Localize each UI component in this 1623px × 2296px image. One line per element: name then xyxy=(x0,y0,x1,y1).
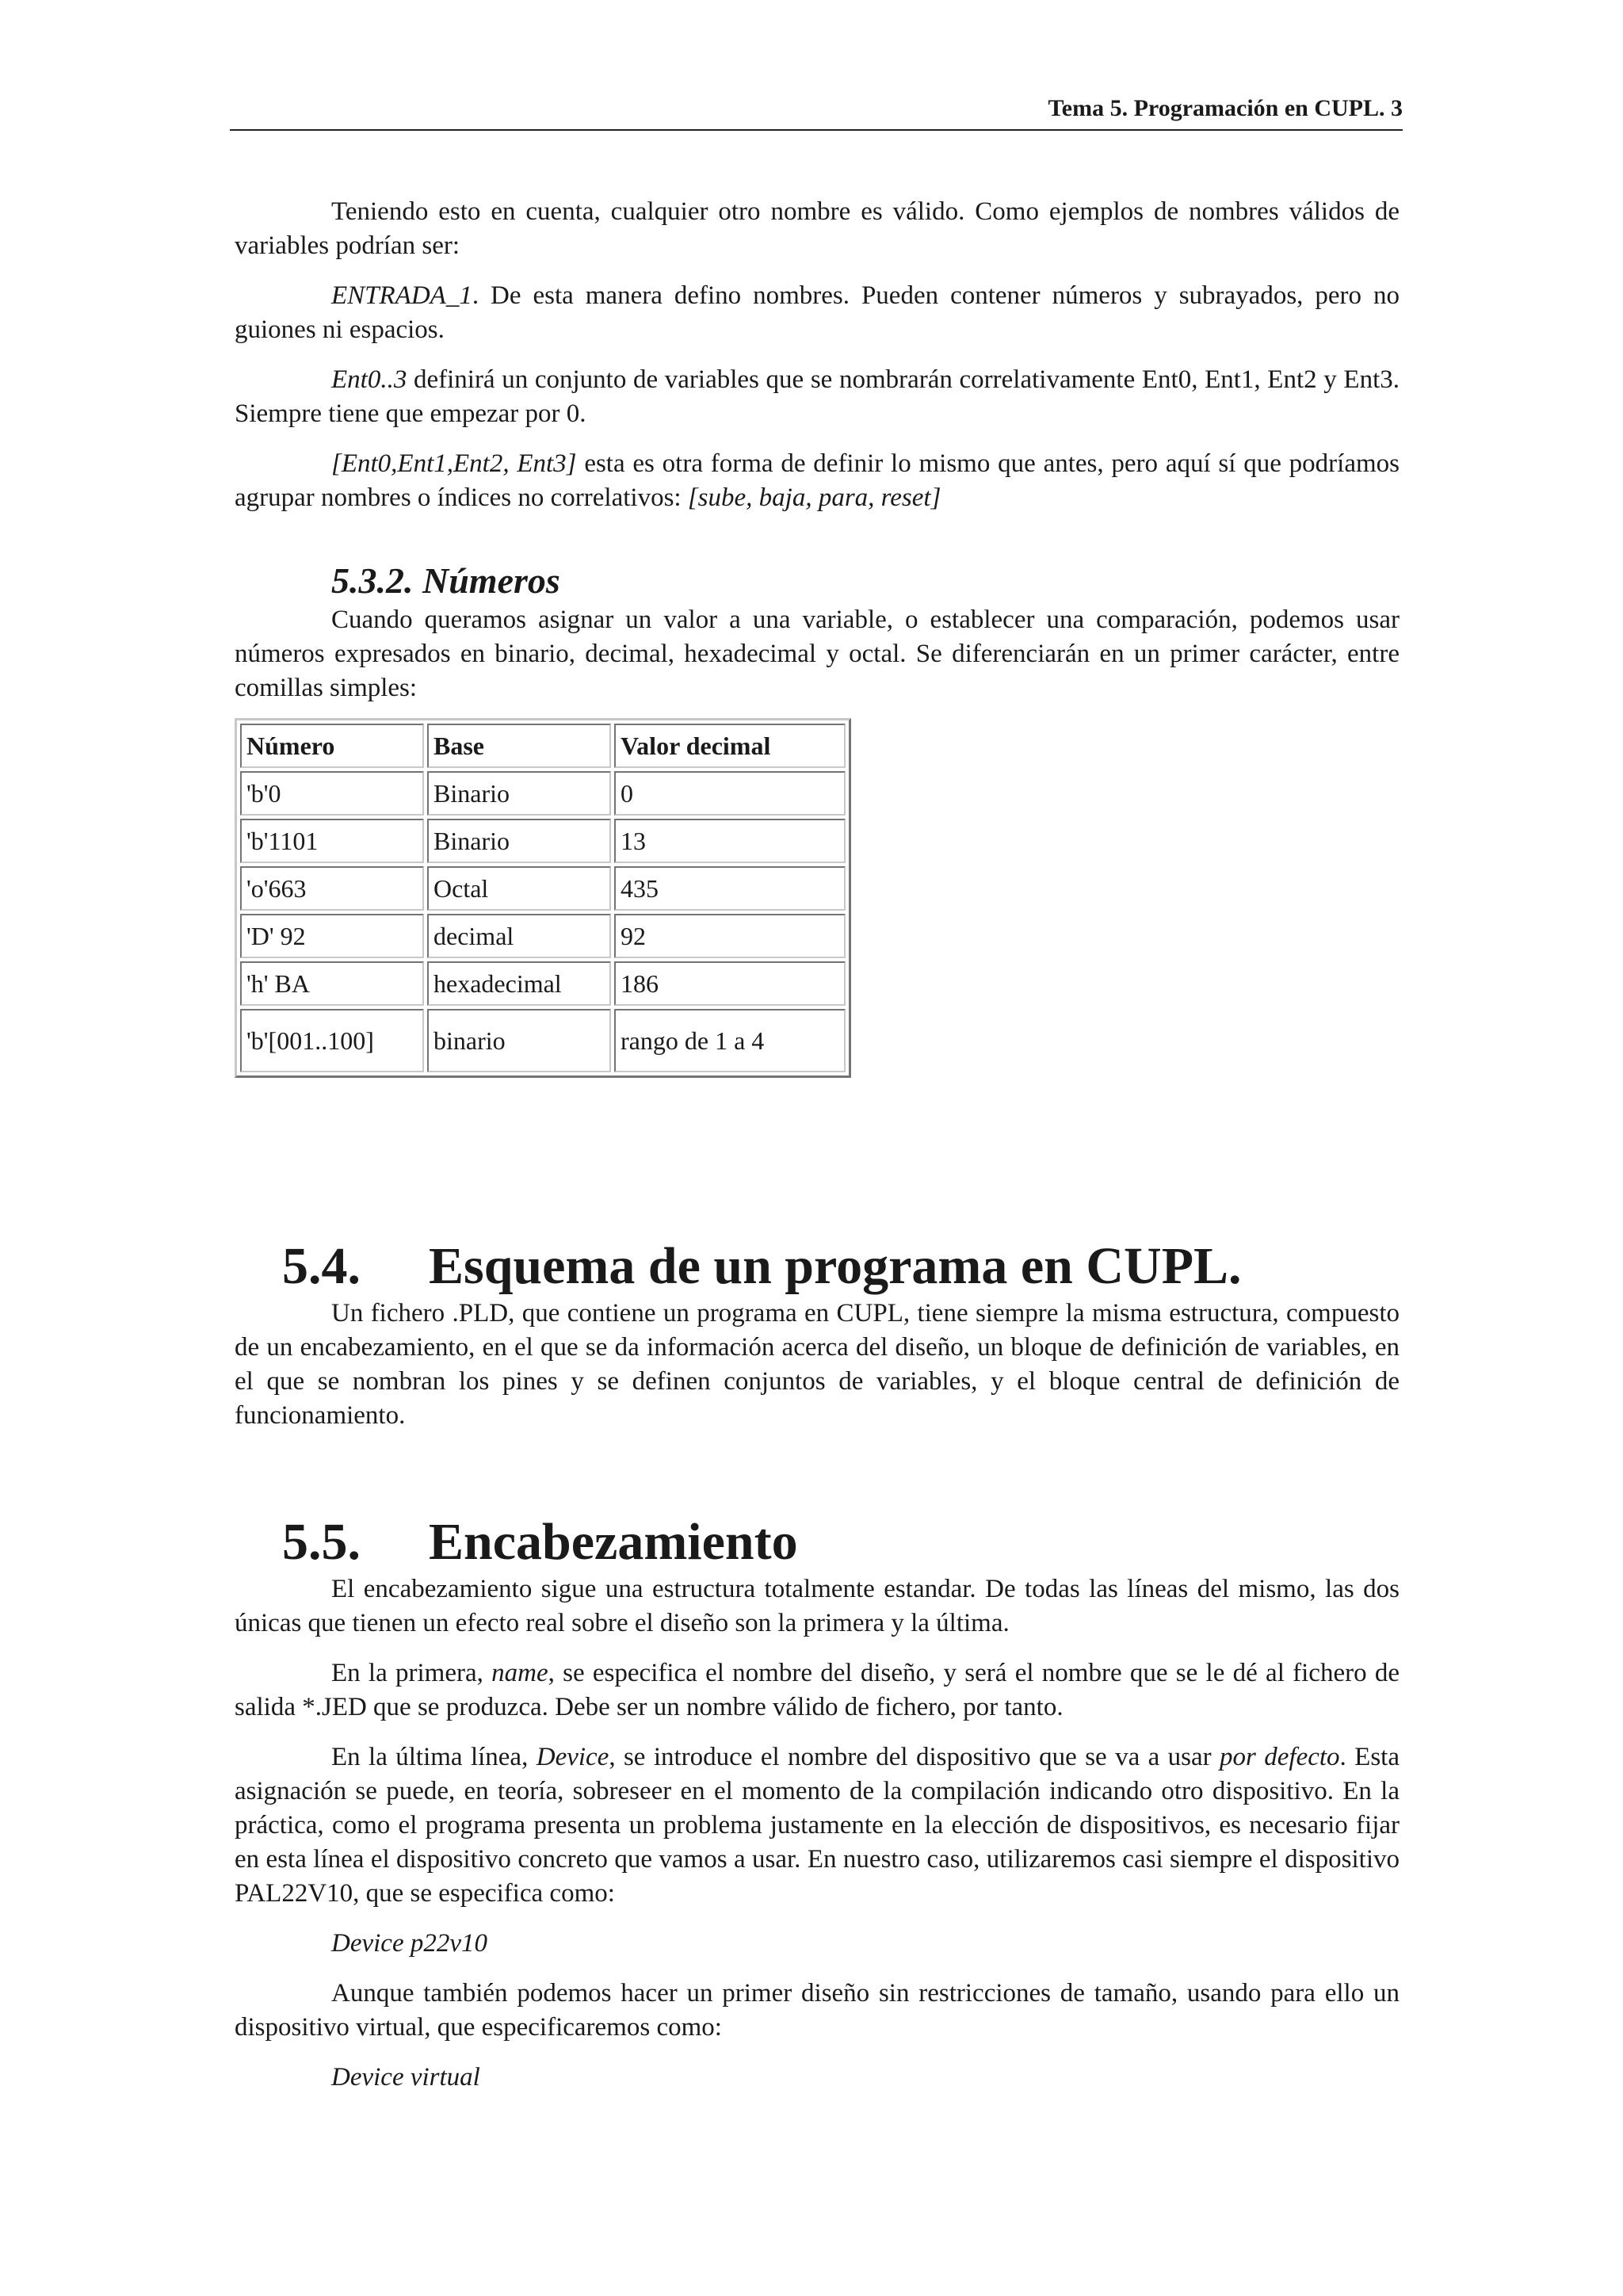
example-term: Ent0..3 xyxy=(331,365,407,394)
section-number: 5.4. xyxy=(282,1237,361,1295)
table-cell: 0 xyxy=(614,771,846,816)
example-text: definirá un conjunto de variables que se nombrarán correlativamente Ent0, Ent1, Ent2 y Ent3. Siempre tiene que empezar por 0. xyxy=(235,365,1400,428)
code-example-p22v10 xyxy=(235,1927,1400,1961)
table-row xyxy=(240,914,846,958)
table-header-row xyxy=(240,724,846,768)
code-example-virtual xyxy=(235,2061,1400,2095)
table-cell: decimal xyxy=(427,914,611,958)
table-cell: Binario xyxy=(427,771,611,816)
header-intro-paragraph: El encabezamiento sigue una estructura totalmente estandar. De todas las líneas del mismo, las dos únicas que tienen un efecto real sobre el diseño son la primera y la última. xyxy=(235,1575,1400,1637)
keyword-por-defecto: por defecto xyxy=(1220,1743,1340,1771)
table-row xyxy=(240,866,846,911)
paragraph-text: . Esta asignación se puede, en teoría, sobreseer en el momento de la compilación indicando otro dispositivo. En la práctica, como el programa presenta un problema justamente en la elección de dispositivos, es necesario fijar en esta línea el dispositivo concreto que vamos a usar. En nuestro caso, utilizaremos casi siempre el dispositivo PAL22V10, que se especifica como: xyxy=(235,1743,1400,1908)
table-cell: hexadecimal xyxy=(427,961,611,1006)
paragraph-text: En la última línea, xyxy=(331,1743,537,1771)
example-term-secondary: [sube, baja, para, reset] xyxy=(687,483,941,512)
device-paragraph xyxy=(235,1740,1400,1911)
example-ent-range xyxy=(235,363,1400,431)
table-row xyxy=(240,819,846,863)
section-title: Esquema de un programa en CUPL. xyxy=(429,1237,1242,1295)
section-heading-5-4 xyxy=(235,1236,1400,1297)
table-row xyxy=(240,771,846,816)
paragraph-text: , se especifica el nombre del diseño, y será el nombre que se le dé al fichero de salida *.JED que se produzca. Debe ser un nombre válido de fichero, por tanto. xyxy=(235,1659,1400,1721)
keyword-device: Device xyxy=(536,1743,609,1771)
code-text: Device p22v10 xyxy=(331,1929,487,1958)
table-header-cell: Número xyxy=(240,724,424,768)
table-cell: 'b'1101 xyxy=(240,819,424,863)
table-row xyxy=(240,1009,846,1072)
table-cell: 'b'[001..100] xyxy=(240,1009,424,1072)
section-heading-5-3-2: 5.3.2. Números xyxy=(331,560,560,601)
number-bases-table xyxy=(235,718,851,1078)
paragraph-text: En la primera, xyxy=(331,1659,492,1687)
paragraph-text: , se introduce el nombre del dispositivo que se va a usar xyxy=(609,1743,1220,1771)
intro-paragraph: Teniendo esto en cuenta, cualquier otro nombre es válido. Como ejemplos de nombres válidos de variables podrían ser: xyxy=(235,197,1400,260)
section-number: 5.5. xyxy=(282,1513,361,1571)
table-cell: 92 xyxy=(614,914,846,958)
keyword-name: name xyxy=(491,1659,548,1687)
virtual-paragraph: Aunque también podemos hacer un primer diseño sin restricciones de tamaño, usando para ello un dispositivo virtual, que especificaremos como: xyxy=(235,1979,1400,2042)
table-cell: 'D' 92 xyxy=(240,914,424,958)
table-cell: 435 xyxy=(614,866,846,911)
table-cell: Octal xyxy=(427,866,611,911)
example-term: ENTRADA_1 xyxy=(331,281,472,310)
example-text: . De esta manera defino nombres. Pueden contener números y subrayados, pero no guiones ni espacios. xyxy=(235,281,1400,344)
table-cell: binario xyxy=(427,1009,611,1072)
example-text: esta es otra forma de definir lo mismo que antes, pero aquí sí que podríamos agrupar nombres o índices no correlativos: xyxy=(235,449,1400,512)
page-body xyxy=(235,195,1400,2095)
running-header: Tema 5. Programación en CUPL. 3 xyxy=(1048,95,1403,121)
table-cell: 186 xyxy=(614,961,846,1006)
name-paragraph xyxy=(235,1656,1400,1725)
code-text: Device virtual xyxy=(331,2063,480,2092)
section-heading-5-5 xyxy=(235,1512,1400,1572)
table-cell: 'b'0 xyxy=(240,771,424,816)
example-ent-list xyxy=(235,447,1400,515)
example-entrada xyxy=(235,279,1400,347)
table-cell: Binario xyxy=(427,819,611,863)
schema-paragraph: Un fichero .PLD, que contiene un programa en CUPL, tiene siempre la misma estructura, compuesto de un encabezamiento, en el que se da información acerca del diseño, un bloque de definición de variables, en el que se nombran los pines y se definen conjuntos de variables, y el bloque central de definición de funcionamiento. xyxy=(235,1299,1400,1430)
table-row xyxy=(240,961,846,1006)
table-cell: 'h' BA xyxy=(240,961,424,1006)
numbers-paragraph: Cuando queramos asignar un valor a una variable, o establecer una comparación, podemos usar números expresados en binario, decimal, hexadecimal y octal. Se diferenciarán en un primer carácter, entre comillas simples: xyxy=(235,606,1400,702)
table-header-cell: Base xyxy=(427,724,611,768)
table-header-cell: Valor decimal xyxy=(614,724,846,768)
header-rule xyxy=(230,129,1403,131)
section-title: Encabezamiento xyxy=(429,1513,798,1571)
number-table-wrapper xyxy=(235,718,1400,1078)
table-cell: 13 xyxy=(614,819,846,863)
table-cell: rango de 1 a 4 xyxy=(614,1009,846,1072)
table-cell: 'o'663 xyxy=(240,866,424,911)
example-term: [Ent0,Ent1,Ent2, Ent3] xyxy=(331,449,577,478)
